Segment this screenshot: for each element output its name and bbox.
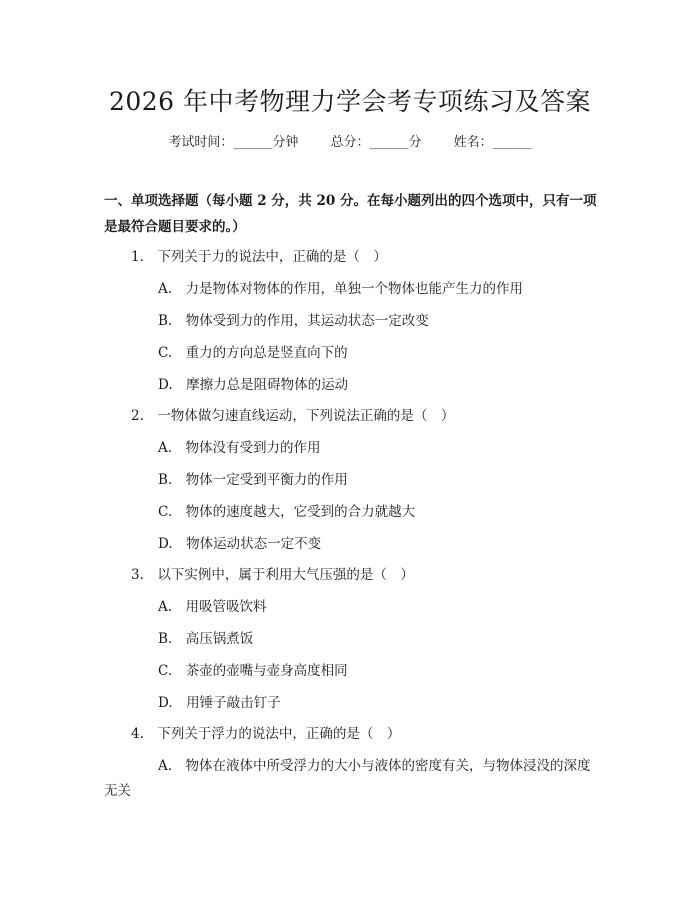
exam-time: 考试时间：______分钟 [168,135,299,150]
question-1-option-d: D. 摩擦力总是阻碍物体的运动 [158,377,349,393]
question-1-option-a: A. 力是物体对物体的作用，单独一个物体也能产生力的作用 [158,281,524,297]
question-2-option-a: A. 物体没有受到力的作用 [158,440,321,456]
question-1-option-b: B. 物体受到力的作用，其运动状态一定改变 [158,313,429,329]
question-4-option-a: A. 物体在液体中所受浮力的大小与液体的密度有关，与物体浸没的深度 [158,758,591,774]
page-title: 2026 年中考物理力学会考专项练习及答案 [108,87,592,116]
question-3-stem: 3. 以下实例中，属于利用大气压强的是（ ） [131,567,414,583]
question-2-option-b: B. 物体一定受到平衡力的作用 [158,472,348,488]
student-name: 姓名：______ [453,135,532,150]
question-1-option-c: C. 重力的方向总是竖直向下的 [158,345,348,361]
question-3-option-a: A. 用吸管吸饮料 [158,599,267,615]
question-3-option-d: D. 用锤子敲击钉子 [158,695,281,711]
section-heading: 一、单项选择题（每小题 2 分，共 20 分。在每小题列出的四个选项中，只有一项是最符合题目要求的。） [104,193,597,235]
question-2-option-d: D. 物体运动状态一定不变 [158,536,322,552]
question-4-option-a-continued: 无关 [104,783,131,799]
question-3-option-b: B. 高压锅煮饭 [158,631,254,647]
question-2-option-c: C. 物体的速度越大，它受到的合力就越大 [158,504,416,520]
question-4-stem: 4. 下列关于浮力的说法中，正确的是（ ） [131,726,401,742]
question-1-stem: 1. 下列关于力的说法中，正确的是（ ） [131,249,387,265]
question-3-option-c: C. 茶壶的壶嘴与壶身高度相同 [158,663,348,679]
exam-score: 总分：______分 [330,135,422,150]
question-2-stem: 2. 一物体做匀速直线运动，下列说法正确的是（ ） [131,408,455,424]
exam-meta [0,131,700,150]
